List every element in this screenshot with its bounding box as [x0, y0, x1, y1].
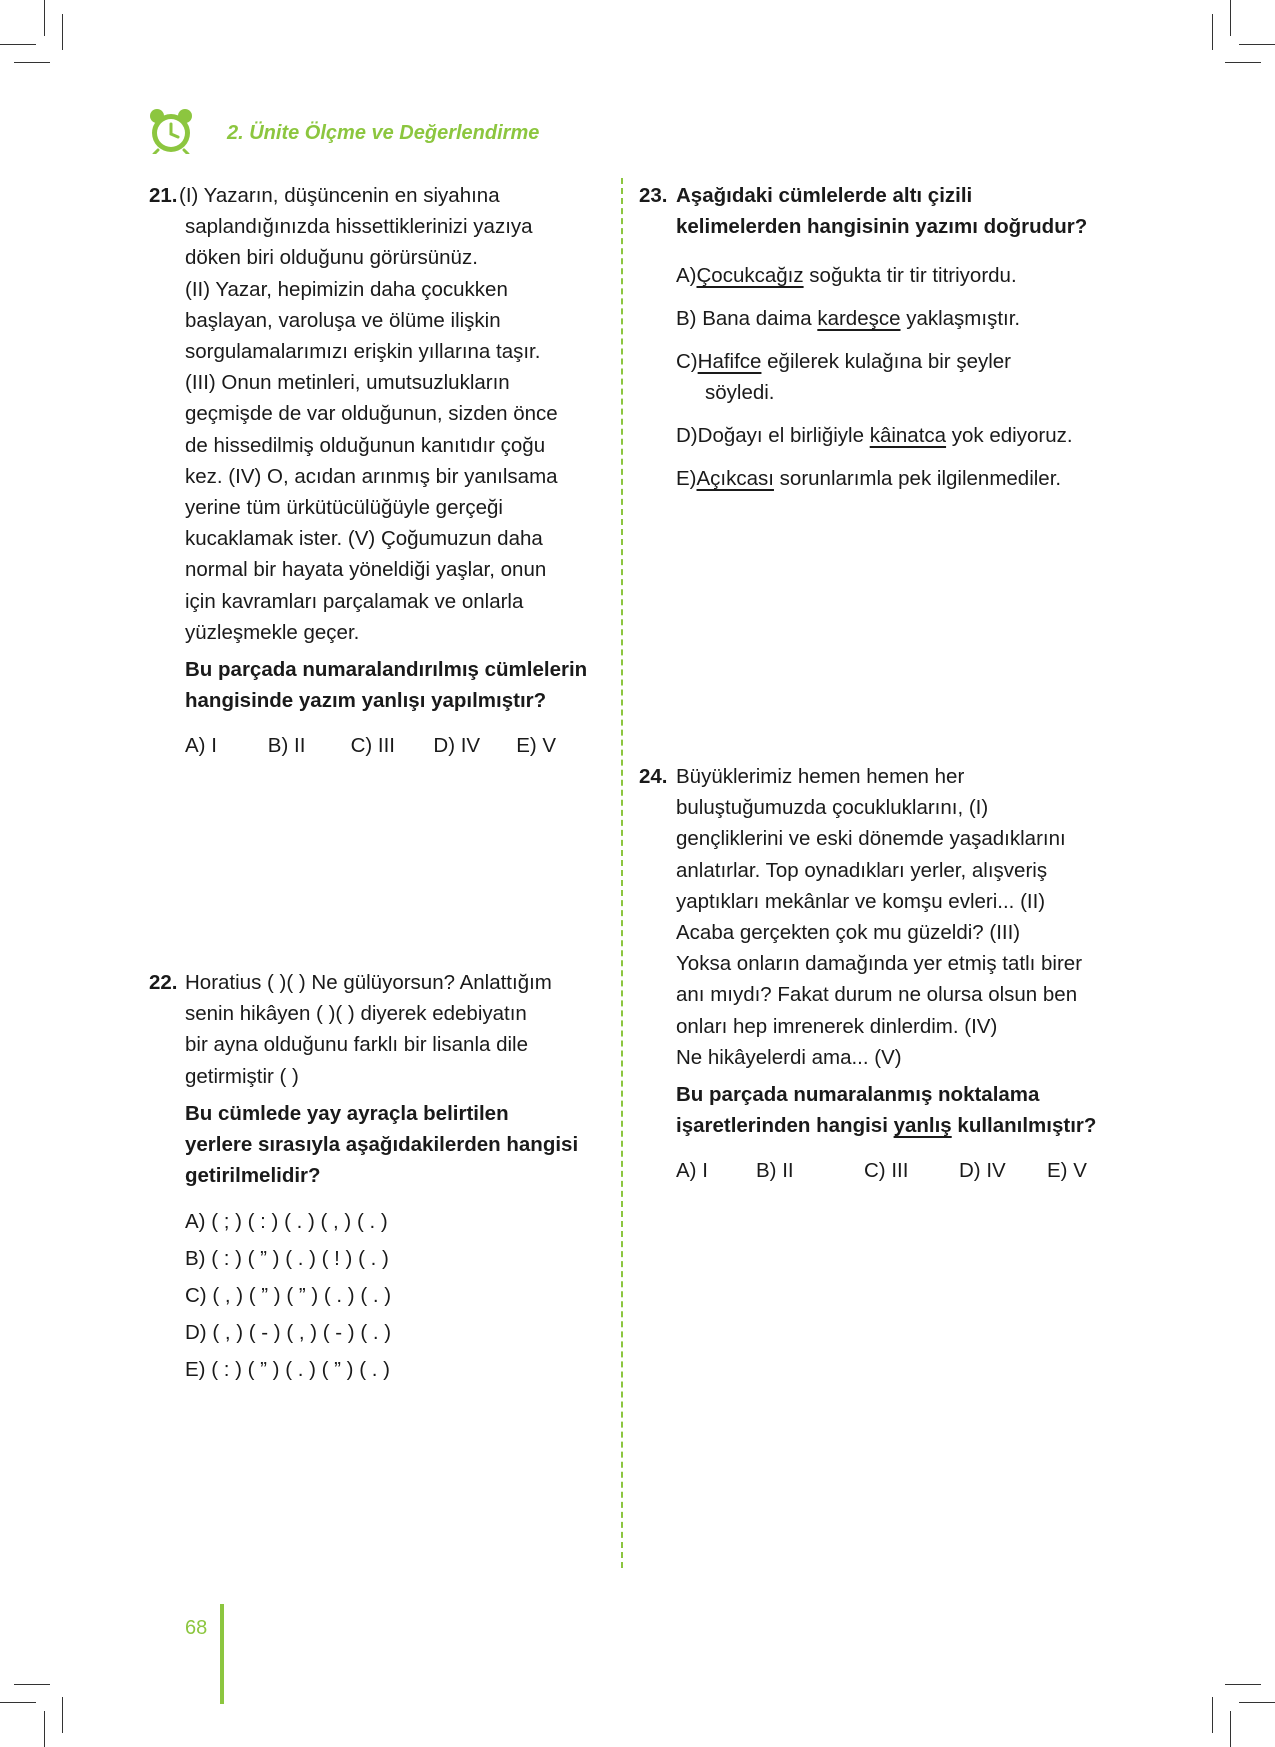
option-a[interactable]: A) I — [185, 734, 217, 758]
passage-line: anlatırlar. Top oynadıkları yerler, alışveriş — [676, 858, 1048, 882]
option-b[interactable] — [676, 297, 1119, 340]
underlined-word: Çocukcağız — [696, 264, 804, 288]
crop-mark — [62, 14, 63, 50]
option-e[interactable]: E) V — [1047, 1159, 1087, 1183]
question-number: 21. — [149, 184, 178, 207]
question-prompt — [676, 1110, 1119, 1141]
question-21-passage — [179, 180, 599, 211]
option-c[interactable] — [676, 346, 1119, 408]
passage-line: gençliklerini ve eski dönemde yaşadıklarını — [676, 827, 1066, 851]
crop-mark — [14, 1684, 50, 1685]
passage-line: Horatius ( )( ) Ne gülüyorsun? Anlattığım — [185, 971, 552, 994]
crop-mark — [44, 0, 45, 36]
passage-line: Ne hikâyelerdi ama... (V) — [676, 1045, 902, 1069]
option-text-cont: söyledi. — [705, 381, 775, 405]
crop-mark — [1239, 44, 1275, 45]
option-letter: B) — [676, 307, 697, 331]
question-23-body — [676, 180, 1119, 500]
question-prompt: getirilmelidir? — [185, 1164, 321, 1188]
answer-options — [676, 254, 1119, 500]
question-text: işaretlerinden hangisi — [676, 1114, 894, 1138]
option-b[interactable]: B) ( : ) ( ” ) ( . ) ( ! ) ( . ) — [185, 1247, 389, 1271]
question-prompt: Bu parçada numaralanmış noktalama — [676, 1083, 1040, 1107]
crop-mark — [0, 44, 36, 45]
crop-mark — [1212, 1697, 1213, 1733]
option-text: Bana daima — [702, 307, 818, 331]
option-d[interactable] — [676, 414, 1119, 457]
question-24-body — [676, 761, 1119, 1187]
passage-line: Büyüklerimiz hemen hemen her — [676, 765, 965, 788]
underlined-word: yanlış — [893, 1114, 952, 1138]
alarm-clock-icon — [148, 108, 194, 154]
question-text: kullanılmıştır? — [951, 1114, 1097, 1138]
option-d[interactable]: D) ( , ) ( - ) ( , ) ( - ) ( . ) — [185, 1321, 392, 1345]
option-c[interactable]: C) III — [350, 734, 396, 758]
question-number: 22. — [149, 971, 178, 994]
option-a[interactable] — [676, 254, 1119, 297]
question-23 — [639, 180, 1119, 500]
option-e[interactable]: E) ( : ) ( ” ) ( . ) ( ” ) ( . ) — [185, 1358, 390, 1382]
option-c[interactable]: C) ( , ) ( ” ) ( ” ) ( . ) ( . ) — [185, 1284, 392, 1308]
question-21-passage-cont — [185, 211, 599, 761]
passage-line: Yoksa onların damağında yer etmiş tatlı birer — [676, 952, 1083, 976]
option-text: yaklaşmıştır. — [900, 307, 1021, 331]
question-24 — [639, 761, 1119, 1187]
column-divider — [621, 178, 623, 1568]
crop-mark — [1225, 1684, 1261, 1685]
option-b[interactable]: B) II — [267, 734, 306, 758]
answer-options — [185, 730, 599, 761]
crop-mark — [62, 1697, 63, 1733]
option-text: sorunlarımla pek ilgilenmediler. — [773, 467, 1062, 491]
passage-line: senin hikâyen ( )( ) diyerek edebiyatın — [185, 1002, 527, 1026]
crop-mark — [1230, 0, 1231, 36]
crop-mark — [14, 62, 50, 63]
passage-line: buluştuğumuzda çocukluklarını, (I) — [676, 796, 989, 820]
passage-line: (I) Yazarın, düşüncenin en siyahına — [179, 184, 500, 207]
passage-line: getirmiştir ( ) — [185, 1064, 299, 1088]
option-e[interactable]: E) V — [516, 734, 557, 758]
page-number-bar — [220, 1604, 224, 1704]
option-text: eğilerek kulağına bir şeyler — [761, 350, 1011, 374]
option-letter: A) — [676, 264, 697, 288]
question-prompt: Bu cümlede yay ayraçla belirtilen — [185, 1101, 509, 1125]
passage-line: yerine tüm ürkütücülüğüyle gerçeği — [185, 496, 503, 520]
question-prompt: yerlere sırasıyla aşağıdakilerden hangisi — [185, 1133, 579, 1157]
crop-mark — [1225, 62, 1261, 63]
passage-line: yüzleşmekle geçer. — [185, 620, 360, 644]
option-text: Doğayı el birliğiyle — [697, 424, 870, 448]
question-number: 24. — [639, 765, 668, 788]
passage-line: yaptıkları mekânlar ve komşu evleri... (II) — [676, 889, 1046, 913]
question-prompt: Aşağıdaki cümlelerde altı çizili — [676, 184, 973, 207]
passage-line: Acaba gerçekten çok mu güzeldi? (III) — [676, 921, 1021, 945]
crop-mark — [1212, 14, 1213, 50]
passage-line: (III) Onun metinleri, umutsuzlukların — [185, 371, 510, 395]
option-a[interactable]: A) ( ; ) ( : ) ( . ) ( , ) ( . ) — [185, 1210, 388, 1234]
passage-line: geçmişde de var olduğunun, sizden önce — [185, 402, 558, 426]
option-d[interactable]: D) IV — [433, 734, 481, 758]
passage-line: normal bir hayata yöneldiği yaşlar, onun — [185, 558, 547, 582]
passage-line: başlayan, varoluşa ve ölüme ilişkin — [185, 308, 501, 332]
option-c[interactable]: C) III — [864, 1159, 909, 1183]
crop-mark — [0, 1702, 36, 1703]
option-d[interactable]: D) IV — [959, 1159, 1006, 1183]
question-prompt: hangisinde yazım yanlışı yapılmıştır? — [185, 689, 547, 713]
answer-options — [676, 1155, 1119, 1186]
crop-mark — [1230, 1711, 1231, 1747]
underlined-word: kardeşce — [817, 307, 901, 331]
question-prompt: Bu parçada numaralandırılmış cümlelerin — [185, 658, 588, 682]
question-22-body — [185, 967, 599, 1388]
passage-line: onları hep imrenerek dinlerdim. (IV) — [676, 1014, 998, 1038]
page-number: 68 — [185, 1617, 208, 1639]
option-text: yok ediyoruz. — [946, 424, 1073, 448]
passage-line: sorgulamalarımızı erişkin yıllarına taşır. — [185, 340, 541, 364]
passage-line: bir ayna olduğunu farklı bir lisanla dile — [185, 1033, 529, 1057]
option-text: soğukta tir tir titriyordu. — [803, 264, 1017, 288]
option-e[interactable] — [676, 457, 1119, 500]
passage-line: kucaklamak ister. (V) Çoğumuzun daha — [185, 527, 543, 551]
option-a[interactable]: A) I — [676, 1159, 708, 1183]
unit-title: 2. Ünite Ölçme ve Değerlendirme — [227, 122, 540, 144]
underlined-word: Hafifce — [697, 350, 762, 374]
crop-mark — [44, 1711, 45, 1747]
option-letter: C) — [676, 350, 698, 374]
answer-options — [185, 1203, 599, 1388]
passage-line: için kavramları parçalamak ve onlarla — [185, 589, 524, 613]
passage-line: kez. (IV) O, acıdan arınmış bir yanılsama — [185, 464, 558, 488]
underlined-word: kâinatca — [869, 424, 947, 448]
passage-line: anı mıydı? Fakat durum ne olursa olsun ben — [676, 983, 1078, 1007]
question-21 — [149, 180, 599, 762]
option-b[interactable]: B) II — [756, 1159, 794, 1183]
question-prompt: kelimelerden hangisinin yazımı doğrudur? — [676, 215, 1088, 239]
passage-line: saplandığınızda hissettiklerinizi yazıya — [185, 215, 533, 239]
option-letter: D) — [676, 424, 698, 448]
underlined-word: Açıkcası — [696, 467, 774, 491]
passage-line: (II) Yazar, hepimizin daha çocukken — [185, 277, 508, 301]
option-letter: E) — [676, 467, 697, 491]
question-22 — [149, 967, 599, 1388]
crop-mark — [1239, 1702, 1275, 1703]
passage-line: döken biri olduğunu görürsünüz. — [185, 246, 478, 270]
passage-line: de hissedilmiş olduğunun kanıtıdır çoğu — [185, 433, 546, 457]
question-number: 23. — [639, 184, 668, 207]
